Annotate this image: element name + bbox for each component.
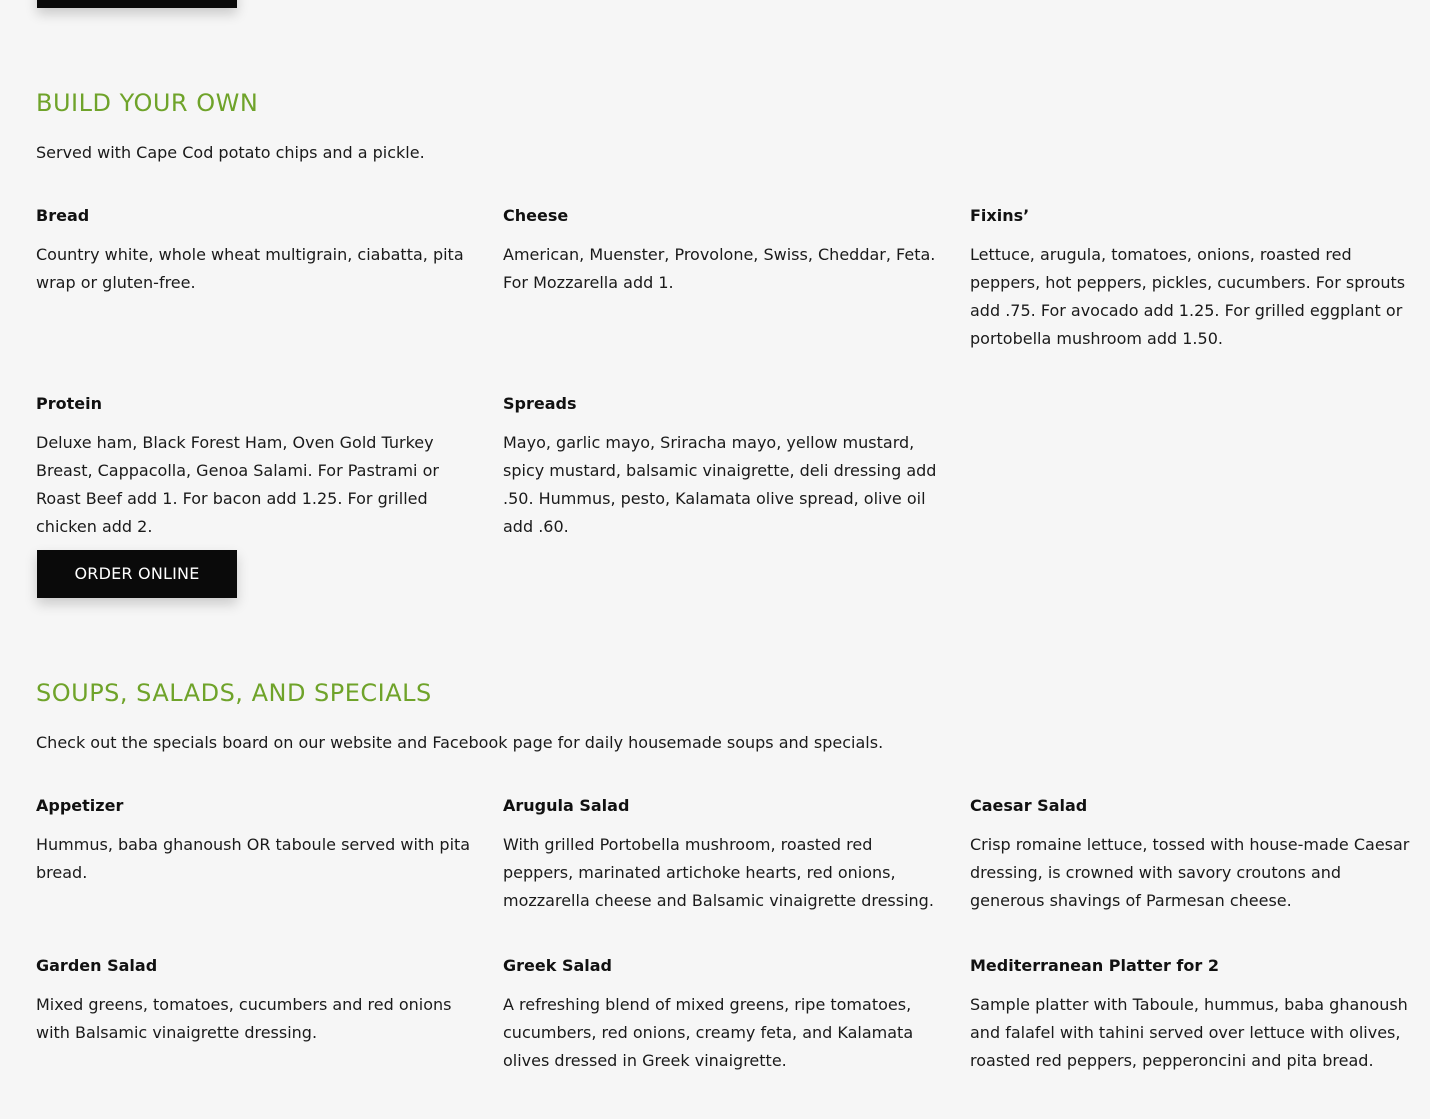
- item-description: A refreshing blend of mixed greens, ripe tomatoes, cucumbers, red onions, creamy feta, and Kalamata olives dressed in Greek vinaigrette.: [503, 995, 914, 1070]
- section-title: BUILD YOUR OWN: [36, 89, 259, 117]
- item-title: Appetizer: [36, 796, 124, 815]
- menu-item-fixins: [970, 205, 1410, 353]
- item-description: Hummus, baba ghanoush OR taboule served with pita bread.: [36, 835, 471, 882]
- item-title: Greek Salad: [503, 956, 612, 975]
- menu-item-cheese: [503, 205, 943, 297]
- item-description: Country white, whole wheat multigrain, ciabatta, pita wrap or gluten-free.: [36, 245, 464, 292]
- section-title: SOUPS, SALADS, AND SPECIALS: [36, 679, 432, 707]
- item-title: Caesar Salad: [970, 796, 1088, 815]
- menu-item-appetizer: [36, 795, 476, 887]
- menu-item-arugula-salad: [503, 795, 943, 915]
- menu-item-protein: [36, 393, 476, 541]
- item-title: Mediterranean Platter for 2: [970, 956, 1219, 975]
- item-title: Cheese: [503, 206, 569, 225]
- item-title: Protein: [36, 394, 102, 413]
- item-title: Arugula Salad: [503, 796, 630, 815]
- item-description: Crisp romaine lettuce, tossed with house-made Caesar dressing, is crowned with savory croutons and generous shavings of Parmesan cheese.: [970, 835, 1410, 910]
- item-description: American, Muenster, Provolone, Swiss, Cheddar, Feta. For Mozzarella add 1.: [503, 245, 936, 292]
- menu-item-garden-salad: [36, 955, 476, 1047]
- item-description: With grilled Portobella mushroom, roasted red peppers, marinated artichoke hearts, red onions, mozzarella cheese and Balsamic vinaigrette dressing.: [503, 835, 934, 910]
- section-intro: Check out the specials board on our website and Facebook page for daily housemade soups and specials.: [36, 733, 884, 752]
- order-online-button[interactable]: ORDER ONLINE: [37, 550, 237, 598]
- order-online-button-previous[interactable]: [37, 0, 237, 8]
- menu-item-caesar-salad: [970, 795, 1410, 915]
- build-your-own-section: [36, 87, 1416, 164]
- menu-item-spreads: [503, 393, 943, 541]
- item-description: Mixed greens, tomatoes, cucumbers and red onions with Balsamic vinaigrette dressing.: [36, 995, 452, 1042]
- item-title: Spreads: [503, 394, 577, 413]
- section-intro: Served with Cape Cod potato chips and a pickle.: [36, 143, 425, 162]
- item-description: Lettuce, arugula, tomatoes, onions, roasted red peppers, hot peppers, pickles, cucumbers. For sprouts add .75. For avocado add 1.25. For grilled eggplant or portobella mushroom add 1.50.: [970, 245, 1406, 348]
- item-description: Deluxe ham, Black Forest Ham, Oven Gold Turkey Breast, Cappacolla, Genoa Salami. For Pastrami or Roast Beef add 1. For bacon add 1.25. For grilled chicken add 2.: [36, 433, 439, 536]
- item-description: Mayo, garlic mayo, Sriracha mayo, yellow mustard, spicy mustard, balsamic vinaigrette, deli dressing add .50. Hummus, pesto, Kalamata olive spread, olive oil add .60.: [503, 433, 937, 536]
- menu-item-greek-salad: [503, 955, 943, 1075]
- item-title: Garden Salad: [36, 956, 158, 975]
- soups-salads-section: [36, 677, 1416, 754]
- menu-item-mediterranean-platter: [970, 955, 1410, 1075]
- item-title: Fixins’: [970, 206, 1030, 225]
- menu-item-bread: [36, 205, 476, 297]
- item-title: Bread: [36, 206, 90, 225]
- item-description: Sample platter with Taboule, hummus, baba ghanoush and falafel with tahini served over lettuce with olives, roasted red peppers, pepperoncini and pita bread.: [970, 995, 1408, 1070]
